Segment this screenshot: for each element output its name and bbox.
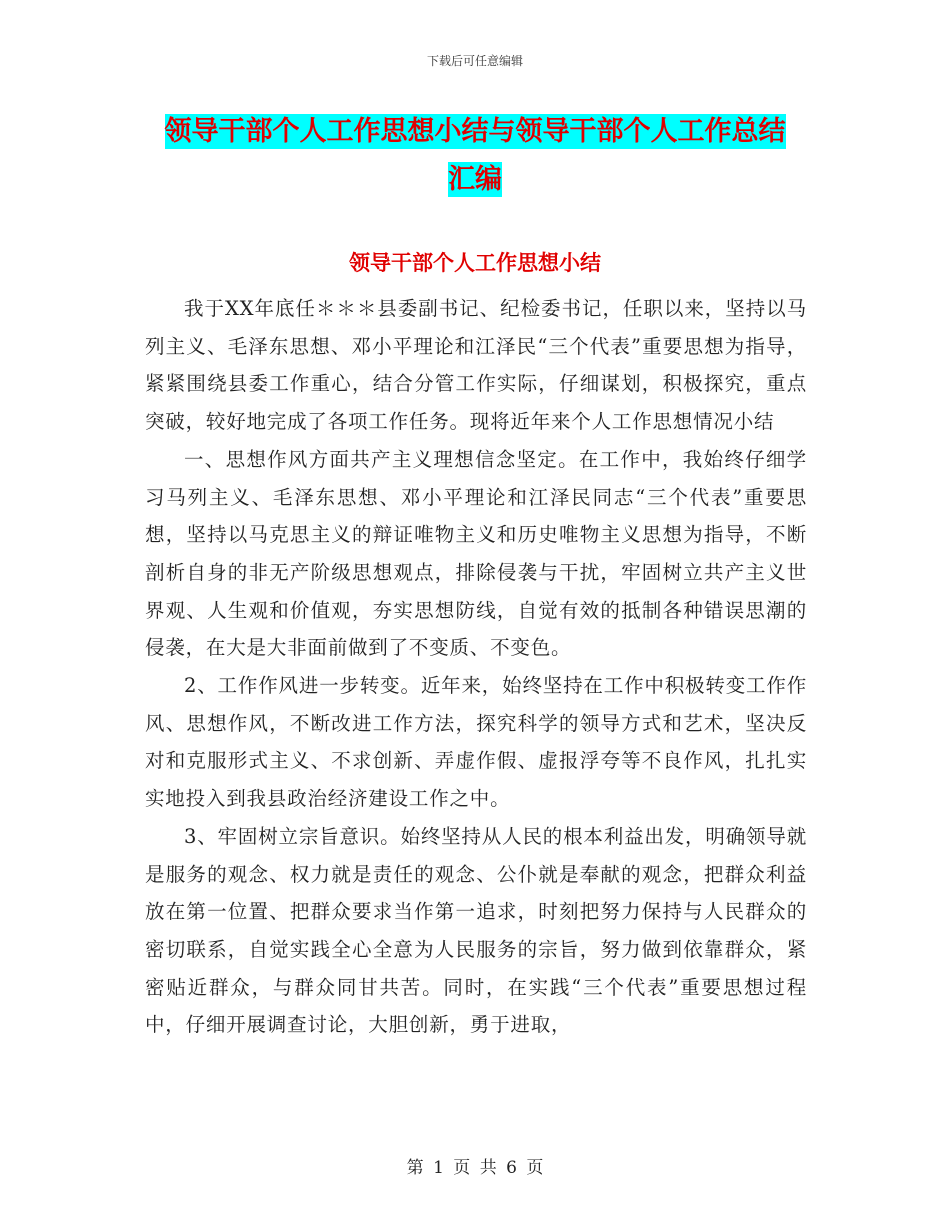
section-title: 领导干部个人工作思想小结 [349, 251, 601, 275]
document-title-line-2 [0, 156, 950, 204]
title-highlight-1: 领导干部个人工作思想小结与领导干部个人工作总结 [164, 116, 786, 147]
paragraph-work-style: 2、工作作风进一步转变。近年来，始终坚持在工作中积极转变工作作风、思想作风，不断改进工作方法，探究科学的领导方式和艺术，坚决反对和克服形式主义、不求创新、弄虚作假、虚报浮夸等不良作风，扎扎实实地投入到我县政治经济建设工作之中。 [145, 674, 807, 811]
paragraph-service-awareness: 3、牢固树立宗旨意识。始终坚持从人民的根本利益出发，明确领导就是服务的观念、权力就是责任的观念、公仆就是奉献的观念，把群众利益放在第一位置、把群众要求当作第一追求，时刻把努力保持与人民群众的密切联系，自觉实践全心全意为人民服务的宗旨，努力做到依靠群众，紧密贴近群众，与群众同甘共苦。同时，在实践“三个代表”重要思想过程中，仔细开展调查讨论，大胆创新，勇于进取， [145, 824, 807, 1037]
title-highlight-2: 汇编 [448, 164, 502, 195]
paragraph-intro: 我于XX年底任＊＊＊县委副书记、纪检委书记，任职以来，坚持以马列主义、毛泽东思想、邓小平理论和江泽民“三个代表”重要思想为指导，紧紧围绕县委工作重心，结合分管工作实际，仔细谋划，积极探究，重点突破，较好地完成了各项工作任务。现将近年来个人工作思想情况小结 [145, 297, 807, 434]
paragraph-ideology: 一、思想作风方面共产主义理想信念坚定。在工作中，我始终仔细学习马列主义、毛泽东思想、邓小平理论和江泽民同志“三个代表”重要思想，坚持以马克思主义的辩证唯物主义和历史唯物主义思想为指导，不断剖析自身的非无产阶级思想观点，排除侵袭与干扰，牢固树立共产主义世界观、人生观和价值观，夯实思想防线，自觉有效的抵制各种错误思潮的侵袭，在大是大非面前做到了不变质、不变色。 [145, 447, 807, 660]
document-title [0, 108, 950, 204]
document-body [145, 290, 807, 1044]
document-title-line-1 [0, 108, 950, 156]
header-note: 下载后可任意编辑 [426, 54, 523, 68]
page-footer: 第 1 页 共 6 页 [406, 1158, 544, 1178]
